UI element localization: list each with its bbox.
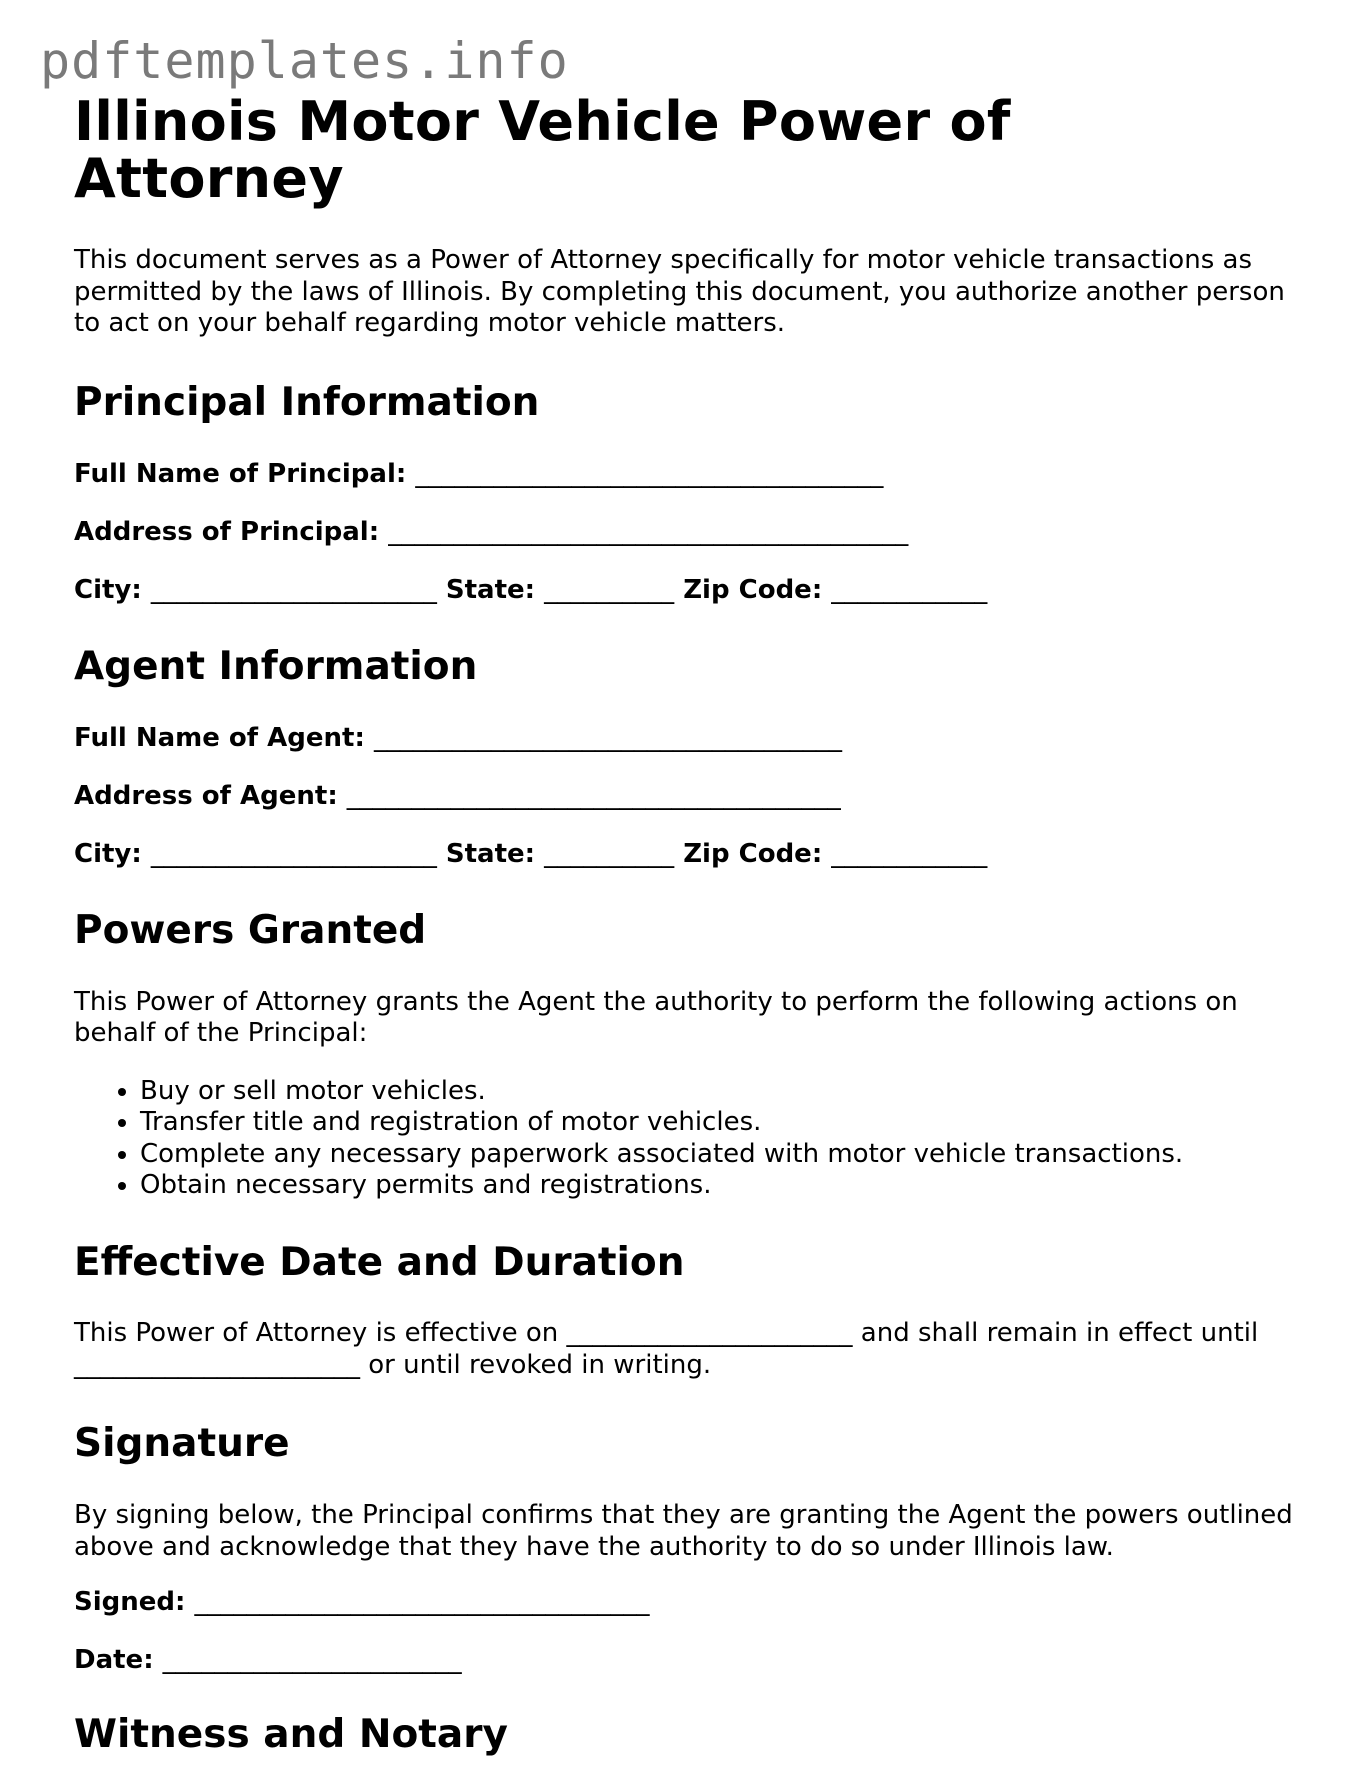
signed-label: Signed: [74, 1587, 186, 1618]
list-item: • Complete any necessary paperwork associated with motor vehicle transactions. [140, 1139, 1294, 1171]
principal-state-label: State: [445, 574, 536, 605]
powers-intro: This Power of Attorney grants the Agent the authority to perform the following actions on behalf of the Principal: [74, 986, 1238, 1049]
effective-end-date-field[interactable]: ______________________ [74, 1349, 360, 1380]
principal-city-field[interactable]: ______________________ [150, 574, 437, 605]
principal-city-label: City: [74, 574, 142, 605]
list-item: • Transfer title and registration of motor vehicles. [140, 1107, 1294, 1139]
agent-zip-field[interactable]: ____________ [831, 838, 988, 869]
principal-full-name-field[interactable]: ____________________________________ [415, 458, 884, 489]
principal-zip-field[interactable]: ____________ [831, 574, 988, 605]
principal-city-state-zip-row [74, 575, 1294, 606]
effective-text-3: or until revoked in writing. [368, 1349, 712, 1380]
agent-address-field[interactable]: ______________________________________ [346, 780, 841, 811]
date-field[interactable]: _______________________ [162, 1645, 462, 1676]
date-row [74, 1645, 1294, 1676]
list-item: • Obtain necessary permits and registrations. [140, 1170, 1294, 1202]
principal-address-label: Address of Principal: [74, 516, 380, 547]
principal-heading: Principal Information [74, 379, 540, 425]
powers-heading: Powers Granted [74, 907, 427, 953]
signed-row [74, 1587, 1294, 1618]
effective-text-1: This Power of Attorney is effective on [74, 1318, 559, 1349]
effective-paragraph [74, 1318, 1294, 1381]
powers-list [74, 1076, 1294, 1202]
agent-full-name-label: Full Name of Agent: [74, 722, 365, 753]
agent-zip-label: Zip Code: [683, 838, 823, 869]
effective-text-2: and shall remain in effect until [860, 1318, 1259, 1349]
agent-city-field[interactable]: ______________________ [150, 838, 437, 869]
effective-start-date-field[interactable]: ______________________ [566, 1318, 853, 1349]
principal-state-field[interactable]: __________ [544, 574, 675, 605]
principal-address-row [74, 517, 1294, 548]
principal-zip-label: Zip Code: [683, 574, 823, 605]
date-label: Date: [74, 1645, 154, 1676]
principal-full-name-label: Full Name of Principal: [74, 458, 407, 489]
document-page [74, 90, 1294, 1791]
signature-paragraph: By signing below, the Principal confirms that they are granting the Agent the powers outlined above and acknowledge that they have the authority to do so under Illinois law. [74, 1500, 1293, 1562]
agent-address-label: Address of Agent: [74, 780, 338, 811]
intro-paragraph: This document serves as a Power of Attorney specifically for motor vehicle transactions as permitted by the laws of Illinois. By completing this document, you authorize another person to act on your behalf regarding motor vehicle matters. [74, 245, 1285, 339]
list-item: • Buy or sell motor vehicles. [140, 1076, 1294, 1108]
principal-address-field[interactable]: ________________________________________ [388, 516, 909, 547]
agent-full-name-row [74, 723, 1294, 754]
watermark: pdftemplates.info [40, 32, 569, 90]
agent-full-name-field[interactable]: ____________________________________ [373, 722, 842, 753]
agent-city-state-zip-row [74, 839, 1294, 870]
document-title: Illinois Motor Vehicle Power of Attorney [74, 90, 1011, 210]
agent-state-label: State: [445, 838, 536, 869]
witness-heading: Witness and Notary [74, 1712, 508, 1758]
principal-full-name-row [74, 459, 1294, 490]
signature-heading: Signature [74, 1421, 290, 1467]
effective-heading: Effective Date and Duration [74, 1239, 685, 1285]
agent-heading: Agent Information [74, 643, 478, 689]
signed-field[interactable]: ___________________________________ [194, 1587, 650, 1618]
agent-address-row [74, 781, 1294, 812]
agent-state-field[interactable]: __________ [544, 838, 675, 869]
agent-city-label: City: [74, 838, 142, 869]
